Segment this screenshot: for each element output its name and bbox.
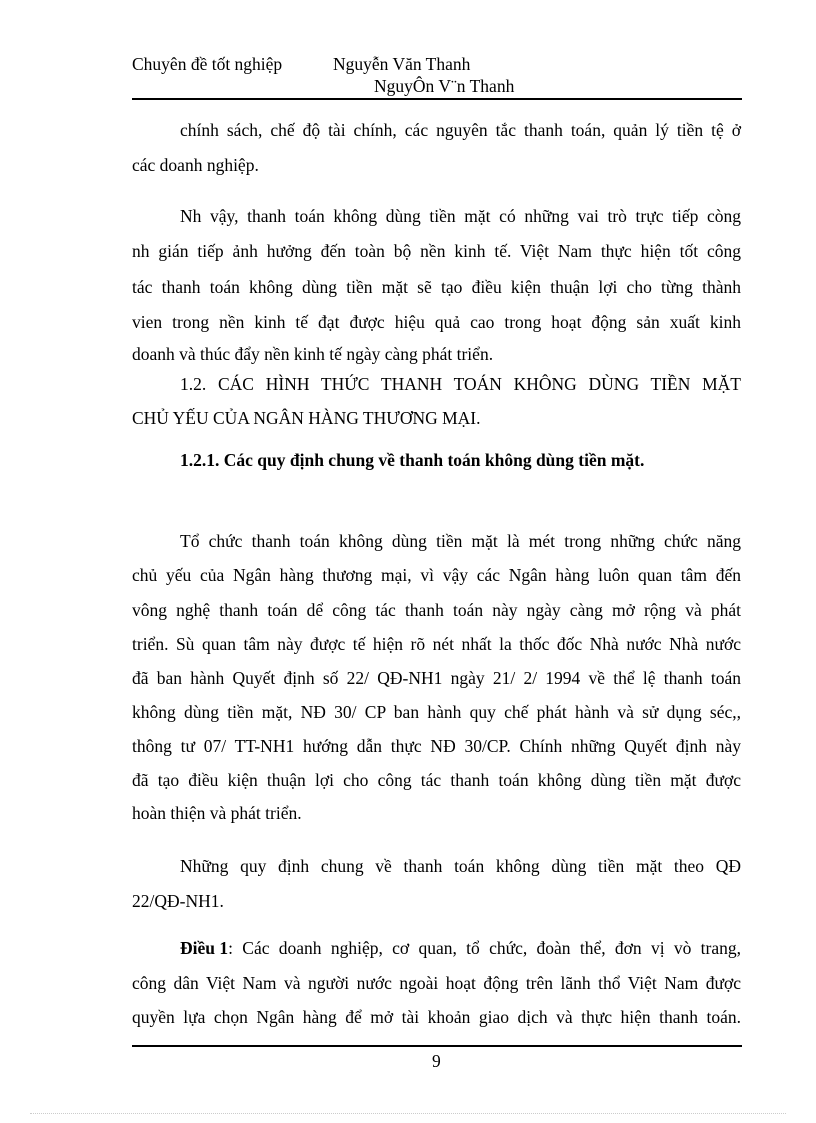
paragraph-line: Những quy định chung về thanh toán không dùng tiền mặt theo QĐ xyxy=(180,856,741,876)
subsection-heading: 1.2.1. Các quy định chung về thanh toán không dùng tiền mặt. xyxy=(180,450,645,470)
paragraph-line: chính sách, chế độ tài chính, các nguyên tắc thanh toán, quản lý tiền tệ ở xyxy=(180,120,741,140)
paragraph-line: doanh và thúc đẩy nền kinh tế ngày càng phát triển. xyxy=(132,344,494,364)
paragraph-line: đã ban hành Quyết định số 22/ QĐ-NH1 ngày 21/ 2/ 1994 về thể lệ thanh toán xyxy=(132,668,741,688)
header-author: Nguyễn Văn Thanh xyxy=(333,54,471,74)
header-title: Chuyên đề tốt nghiệp xyxy=(132,54,283,74)
paragraph-line: 22/QĐ-NH1. xyxy=(132,891,224,911)
paragraph-line: vien trong nền kinh tế đạt được hiệu quả cao trong hoạt động sản xuất kinh xyxy=(132,312,741,332)
paragraph-line: thông tư 07/ TT-NH1 hướng dẫn thực NĐ 30/CP. Chính những Quyết định này xyxy=(132,736,741,756)
paragraph-line: Tổ chức thanh toán không dùng tiền mặt là mét trong những chức năng xyxy=(180,531,741,551)
page-edge xyxy=(30,1113,786,1114)
section-heading: 1.2. CÁC HÌNH THỨC THANH TOÁN KHÔNG DÙNG TIỀN MẶT xyxy=(180,374,741,394)
paragraph-line: Nh vậy, thanh toán không dùng tiền mặt có những vai trò trực tiếp còng xyxy=(180,206,741,226)
article-label: Điều 1 xyxy=(180,938,229,958)
paragraph-line: tác thanh toán không dùng tiền mặt sẽ tạo điều kiện thuận lợi cho từng thành xyxy=(132,277,741,297)
page-number: 9 xyxy=(432,1051,441,1071)
paragraph-line: vông nghệ thanh toán dể công tác thanh toán này ngày càng mở rộng và phát xyxy=(132,600,741,620)
article-line xyxy=(180,937,741,959)
paragraph-line: hoàn thiện và phát triển. xyxy=(132,803,302,823)
footer-rule xyxy=(132,1045,742,1047)
paragraph-line: chủ yếu của Ngân hàng thương mại, vì vậy các Ngân hàng luôn quan tâm đến xyxy=(132,565,741,585)
paragraph-line: : Các doanh nghiệp, cơ quan, tổ chức, đoàn thể, đơn vị vò trang, xyxy=(228,938,741,958)
paragraph-line: không dùng tiền mặt, NĐ 30/ CP ban hành quy chế phát hành và sử dụng séc,, xyxy=(132,702,741,722)
header-rule xyxy=(132,98,742,100)
paragraph-line: các doanh nghiệp. xyxy=(132,155,259,175)
section-heading: CHỦ YẾU CỦA NGÂN HÀNG THƯƠNG MẠI. xyxy=(132,408,481,428)
paragraph-line: đã tạo điều kiện thuận lợi cho công tác thanh toán không dùng tiền mặt được xyxy=(132,770,741,790)
paragraph-line: triển. Sù quan tâm này được tế hiện rõ nét nhất la thốc đốc Nhà nước Nhà nước xyxy=(132,634,741,654)
header-author-garbled: NguyÔn V¨n Thanh xyxy=(374,76,515,96)
paragraph-line: công dân Việt Nam và người nước ngoài hoạt động trên lãnh thổ Việt Nam được xyxy=(132,973,741,993)
paragraph-line: nh gián tiếp ảnh hưởng đến toàn bộ nền kinh tế. Việt Nam thực hiện tốt công xyxy=(132,241,741,261)
paragraph-line: quyền lựa chọn Ngân hàng để mở tài khoản giao dịch và thực hiện thanh toán. xyxy=(132,1007,741,1027)
